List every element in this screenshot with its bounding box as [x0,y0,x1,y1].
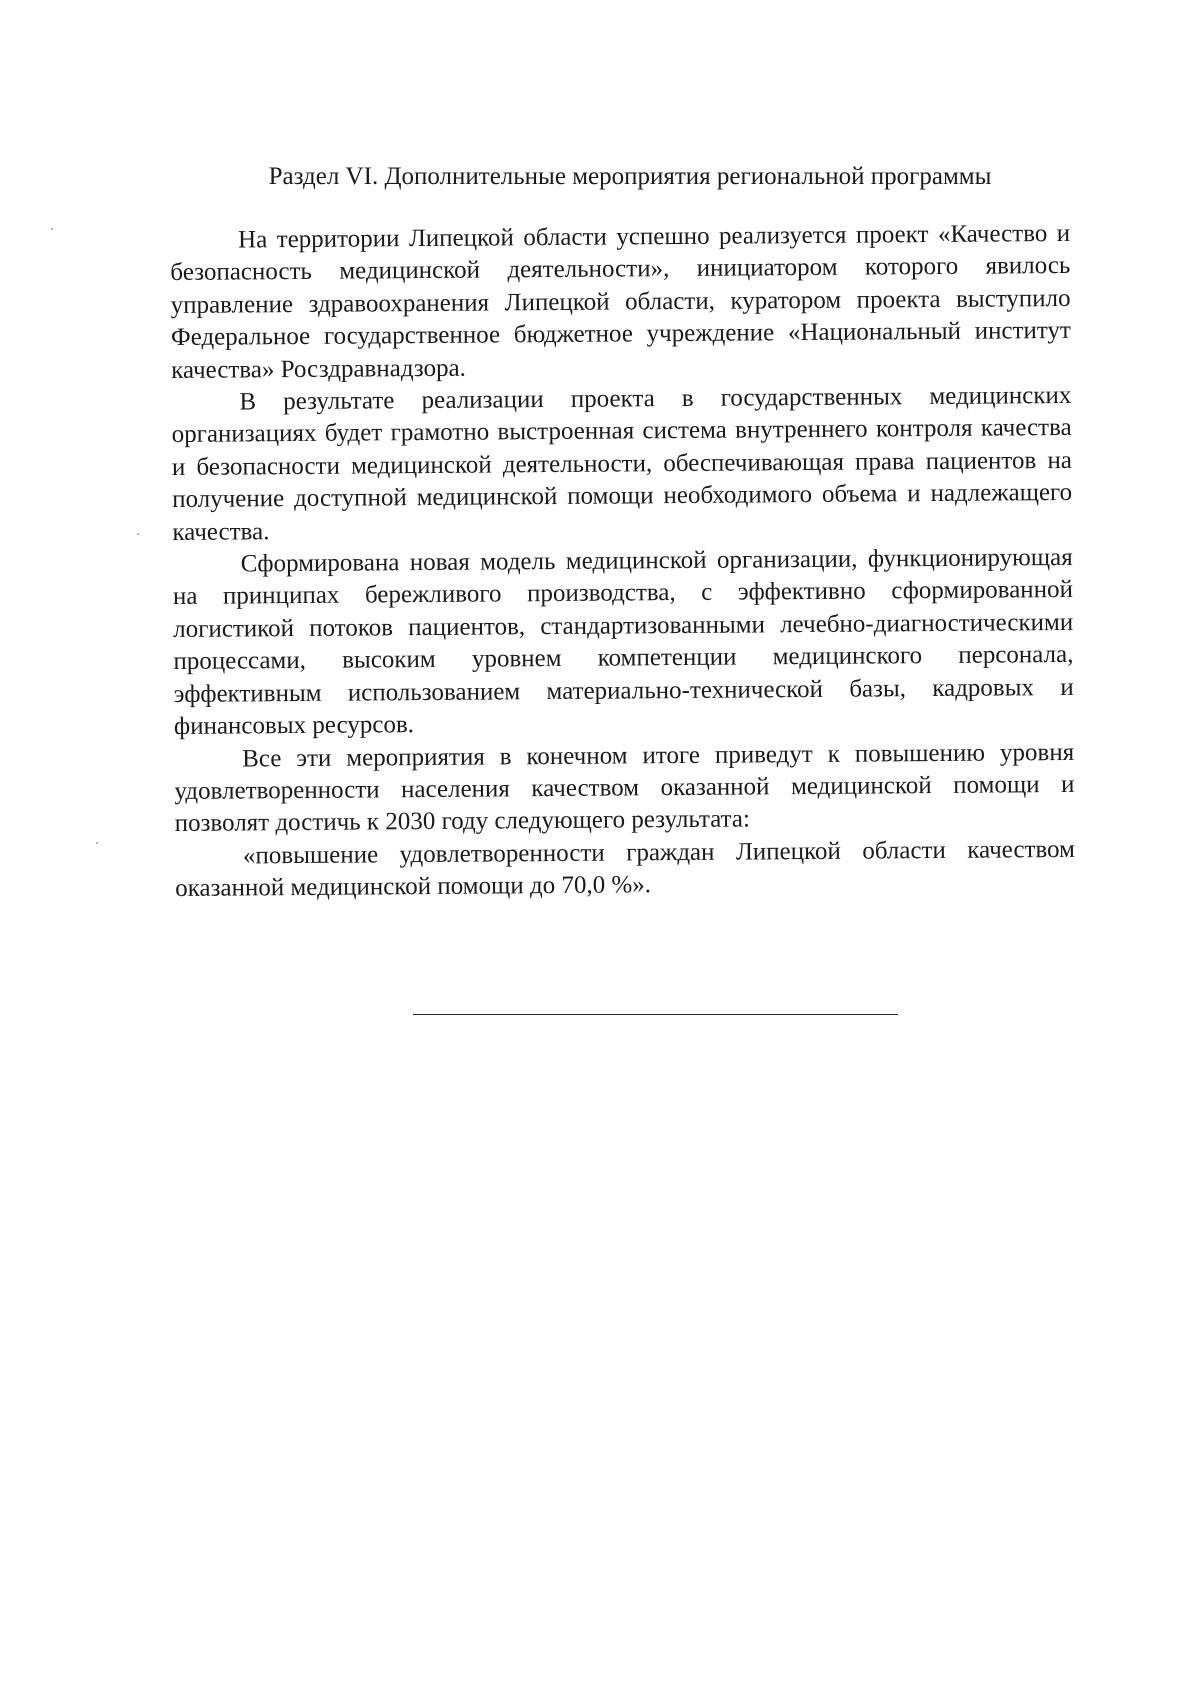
paragraph-project-result: В результате реализации проекта в государственных медицинских организациях будет грамотно выстроенная система внутреннего контроля качества и безопасности медицинской деятельности, обеспечивающая права пациентов на получение доступной медицинской помощи необходимого объема и надлежащего качества. [171,381,1073,546]
body-text [170,218,1075,906]
paragraph-project-intro: На территории Липецкой области успешно реализуется проект «Качество и безопасность медицинской деятельности», инициатором которого явилось управление здравоохранения Липецкой области, куратором проекта выступило Федеральное государственное бюджетное учреждение «Национальный институт качества» Росздравнадзора. [170,219,1071,384]
closing-divider [413,1014,898,1015]
paragraph-new-model: Сформирована новая модель медицинской организации, функционирующая на принципах бережливого производства, с эффективно сформированной логистикой потоков пациентов, стандартизованными лечебно-диагностическими процессами, высоким уровнем компетенции медицинского персонала, эффективным использованием материально-технической базы, кадровых и финансовых ресурсов. [172,543,1074,741]
scan-speck [96,842,98,844]
paragraph-satisfaction: Все эти мероприятия в конечном итоге приведут к повышению уровня удовлетворенности населения качеством оказанной медицинской помощи и позволят достичь к 2030 году следующего результата: [174,738,1075,838]
section-title: Раздел VI. Дополнительные мероприятия региональной программы [268,163,992,190]
paragraph-target-result: «повышение удовлетворенности граждан Липецкой области качеством оказанной медицинской помощи до 70,0 %». [175,835,1076,903]
scan-speck [137,533,139,535]
scan-speck [51,228,53,230]
